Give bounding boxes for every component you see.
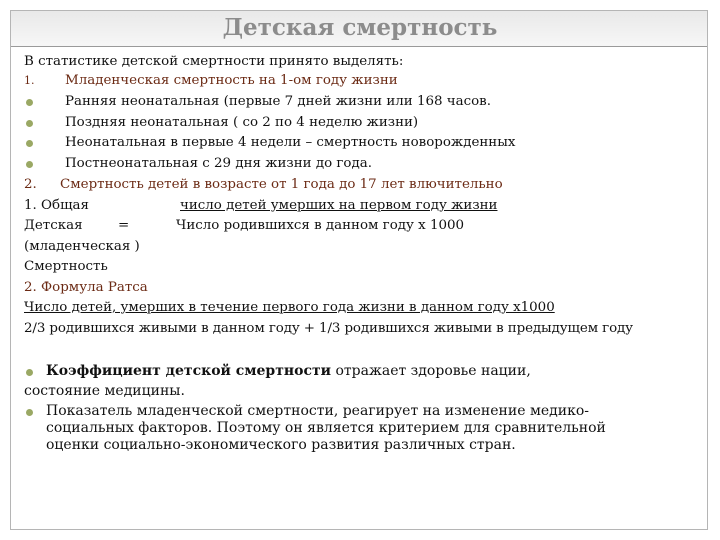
ratz-numerator: Число детей, умерших в течение первого года жизни в данном году х1000 bbox=[24, 300, 555, 315]
indicator-line2: социальных факторов. Поэтому он является критерием для сравнительной bbox=[46, 420, 606, 436]
bullet-icon bbox=[26, 120, 33, 127]
coefficient-term: Коэффициент детской смертности bbox=[46, 363, 332, 379]
bullet-icon bbox=[26, 161, 33, 168]
sub-item-postneonatal: Постнеонатальная с 29 дня жизни до года. bbox=[65, 156, 372, 171]
bullet-icon bbox=[26, 140, 33, 147]
sub-item-neonatal: Неонатальная в первые 4 недели – смертность новорожденных bbox=[65, 135, 516, 150]
ratz-formula-label: 2. Формула Ратса bbox=[24, 280, 148, 295]
item1-text: Младенческая смертность на 1-ом году жизни bbox=[65, 73, 398, 88]
detskaya-label: Детская bbox=[24, 218, 83, 233]
general-label: 1. Общая bbox=[24, 198, 89, 213]
sub-item-late-neonatal: Поздняя неонатальная ( со 2 по 4 неделю жизни) bbox=[65, 115, 419, 130]
item2-text: Смертность детей в возрасте от 1 года до 17 лет влючительно bbox=[60, 177, 503, 192]
mladencheskaya-label: (младенческая ) bbox=[24, 239, 140, 254]
coefficient-rest: отражает здоровье нации, bbox=[331, 363, 531, 379]
bullet-icon bbox=[26, 409, 33, 416]
equals-sign: = bbox=[118, 218, 130, 233]
formula-numerator: число детей умерших на первом году жизни bbox=[180, 198, 498, 213]
ratz-denominator: 2/3 родившихся живыми в данном году + 1/3 родившихся живыми в предыдущем году bbox=[24, 321, 633, 336]
intro-text: В статистике детской смертности принято выделять: bbox=[24, 54, 404, 69]
smertnost-label: Смертность bbox=[24, 259, 108, 274]
item2-number: 2. bbox=[24, 177, 37, 192]
formula-denominator: Число родившихся в данном году х 1000 bbox=[176, 218, 465, 233]
slide-title: Детская смертность bbox=[222, 14, 498, 41]
indicator-line1: Показатель младенческой смертности, реагирует на изменение медико- bbox=[46, 403, 589, 419]
coefficient-line bbox=[46, 362, 531, 380]
coefficient-line2: состояние медицины. bbox=[24, 383, 185, 399]
bullet-icon bbox=[26, 369, 33, 376]
indicator-line3: оценки социально-экономического развития различных стран. bbox=[46, 437, 516, 453]
sub-item-early-neonatal: Ранняя неонатальная (первые 7 дней жизни или 168 часов. bbox=[65, 94, 491, 109]
bullet-icon bbox=[26, 99, 33, 106]
item1-number: 1. bbox=[24, 74, 35, 87]
